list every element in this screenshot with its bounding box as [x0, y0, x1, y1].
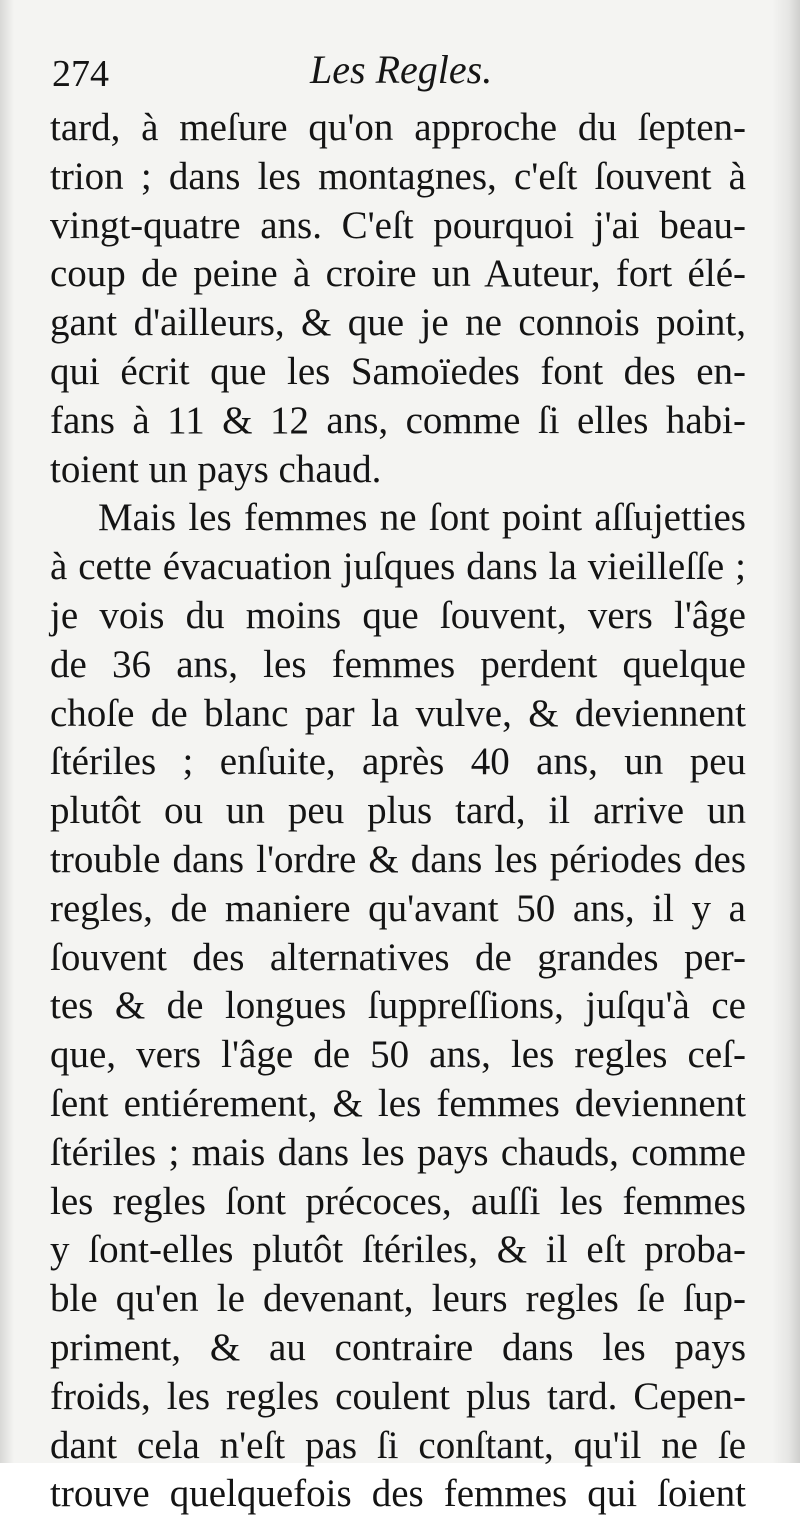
- text-line: dant cela n'eſt pas ſi conſtant, qu'il ne ſe: [50, 1423, 746, 1467]
- text-line: que, vers l'âge de 50 ans, les regles ceſ-: [50, 1033, 746, 1077]
- text-line: je vois du moins que ſouvent, vers l'âge: [50, 593, 746, 637]
- text-line-paragraph-start: Mais les femmes ne ſont point aſſujetties: [98, 496, 746, 540]
- running-head: Les Regles.: [310, 47, 493, 92]
- text-line: ſtériles ; mais dans les pays chauds, comme: [50, 1130, 746, 1174]
- text-line: vingt-quatre ans. C'eſt pourquoi j'ai beau-: [50, 203, 746, 247]
- page-header: [52, 46, 752, 100]
- text-line: coup de peine à croire un Auteur, fort élé-: [50, 252, 746, 296]
- text-line: ſtériles ; enſuite, après 40 ans, un peu: [50, 740, 746, 784]
- page-number: 274: [52, 53, 109, 95]
- text-line: choſe de blanc par la vulve, & deviennent: [50, 691, 746, 735]
- text-line: regles, de maniere qu'avant 50 ans, il y a: [50, 886, 746, 930]
- text-line: y ſont-elles plutôt ſtériles, & il eſt proba-: [50, 1228, 746, 1272]
- text-line: tard, à meſure qu'on approche du ſepten-: [50, 106, 746, 149]
- text-line: ſent entiérement, & les femmes deviennent: [50, 1081, 746, 1125]
- page-left-shadow: [0, 0, 14, 1463]
- text-line: gant d'ailleurs, & que je ne connois point,: [50, 301, 746, 345]
- text-line: ſouvent des alternatives de grandes per-: [50, 935, 746, 979]
- text-line: priment, & au contraire dans les pays: [50, 1325, 746, 1369]
- page-gutter: [772, 0, 800, 1463]
- text-line: plutôt ou un peu plus tard, il arrive un: [50, 789, 746, 833]
- text-line: tes & de longues ſuppreſſions, juſqu'à ce: [50, 984, 746, 1028]
- text-line: trion ; dans les montagnes, c'eſt ſouvent à: [50, 154, 746, 198]
- body-text: [50, 104, 746, 1519]
- text-line: froids, les regles coulent plus tard. Cepen-: [50, 1374, 746, 1418]
- text-line: trouble dans l'ordre & dans les périodes des: [50, 837, 746, 881]
- text-line: les regles ſont précoces, auſſi les femmes: [50, 1179, 746, 1223]
- text-line: ble qu'en le devenant, leurs regles ſe ſup-: [50, 1277, 746, 1321]
- text-line-paragraph-end: toient un pays chaud.: [50, 447, 382, 491]
- text-line: de 36 ans, les femmes perdent quelque: [50, 642, 746, 686]
- text-line: qui écrit que les Samoïedes font des en-: [50, 349, 746, 393]
- text-line: à cette évacuation juſques dans la vieilleſſe ;: [50, 545, 746, 589]
- text-line: fans à 11 & 12 ans, comme ſi elles habi-: [50, 398, 746, 442]
- text-line: trouve quelquefois des femmes qui ſoient: [50, 1472, 746, 1516]
